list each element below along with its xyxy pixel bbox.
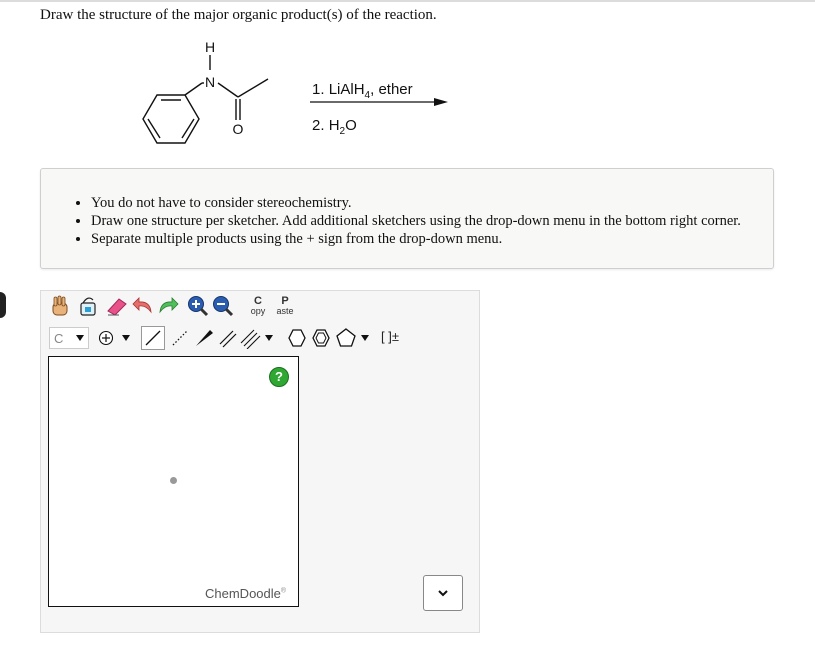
condition-step-1: 1. LiAlH$_4$, ether (312, 81, 413, 101)
drawing-canvas[interactable] (48, 356, 299, 607)
wedge-bond-icon[interactable] (193, 327, 215, 349)
paste-button[interactable] (273, 296, 297, 316)
copy-label-bottom: opy (250, 306, 266, 316)
help-icon[interactable]: ? (269, 367, 289, 387)
add-sketcher-dropdown[interactable] (423, 575, 463, 611)
instruction-item: • You do not have to consider stereochemistry. (91, 194, 773, 212)
chevron-down-icon (122, 335, 130, 341)
copy-button[interactable] (247, 296, 269, 316)
reaction-arrow (310, 98, 448, 106)
instruction-item: • Separate multiple products using the + sign from the drop-down menu. (91, 230, 773, 248)
instruction-item: • Draw one structure per sketcher. Add additional sketchers using the drop-down menu in the bottom right corner. (91, 212, 773, 230)
hand-pan-icon[interactable] (49, 295, 72, 317)
atom-label: C (54, 330, 64, 346)
chevron-down-icon (76, 335, 84, 341)
lasso-icon[interactable] (77, 294, 99, 318)
reaction-scheme (110, 36, 470, 151)
side-tab-handle[interactable] (0, 292, 6, 318)
hydrogen-label: H (204, 39, 216, 55)
canvas-cursor-dot (170, 477, 177, 484)
undo-icon[interactable] (131, 295, 155, 317)
triple-bond-icon[interactable] (239, 327, 261, 349)
chevron-down-icon[interactable] (265, 335, 273, 341)
top-divider (0, 0, 815, 2)
paste-label-bottom: aste (276, 306, 294, 316)
plus-charge-icon (98, 330, 114, 346)
question-text: Draw the structure of the major organic product(s) of the reaction. (40, 7, 437, 23)
atom-selector[interactable] (49, 327, 89, 349)
chevron-down-icon (437, 588, 449, 598)
instructions-panel (40, 168, 774, 269)
cyclohexane-icon[interactable] (286, 327, 308, 349)
eraser-icon[interactable] (105, 295, 129, 317)
logo-registered-mark: ® (280, 587, 287, 595)
reactant-structure (143, 55, 268, 143)
nitrogen-label: N (204, 74, 216, 90)
chemdoodle-logo (205, 586, 286, 601)
cyclopentane-icon[interactable] (335, 327, 357, 349)
zoom-out-icon[interactable] (211, 294, 235, 318)
dashed-bond-icon[interactable] (169, 327, 191, 349)
redo-icon[interactable] (156, 295, 180, 317)
charge-bracket-tool[interactable]: [ ]± (381, 329, 399, 344)
condition-step-2: 2. $H_2O$ (312, 117, 357, 137)
single-bond-icon (142, 327, 164, 349)
paste-label-top: P (281, 295, 289, 307)
chemdoodle-sketcher (40, 290, 480, 633)
copy-label-top: C (254, 295, 262, 307)
chevron-down-icon[interactable] (361, 335, 369, 341)
benzene-icon[interactable] (310, 327, 332, 349)
instructions-list (41, 194, 773, 248)
double-bond-icon[interactable] (217, 327, 239, 349)
charge-selector[interactable] (95, 327, 133, 349)
zoom-in-icon[interactable] (186, 294, 210, 318)
logo-text: ChemDoodle (205, 586, 281, 601)
oxygen-label: O (232, 121, 244, 137)
single-bond-tool[interactable] (141, 326, 165, 350)
